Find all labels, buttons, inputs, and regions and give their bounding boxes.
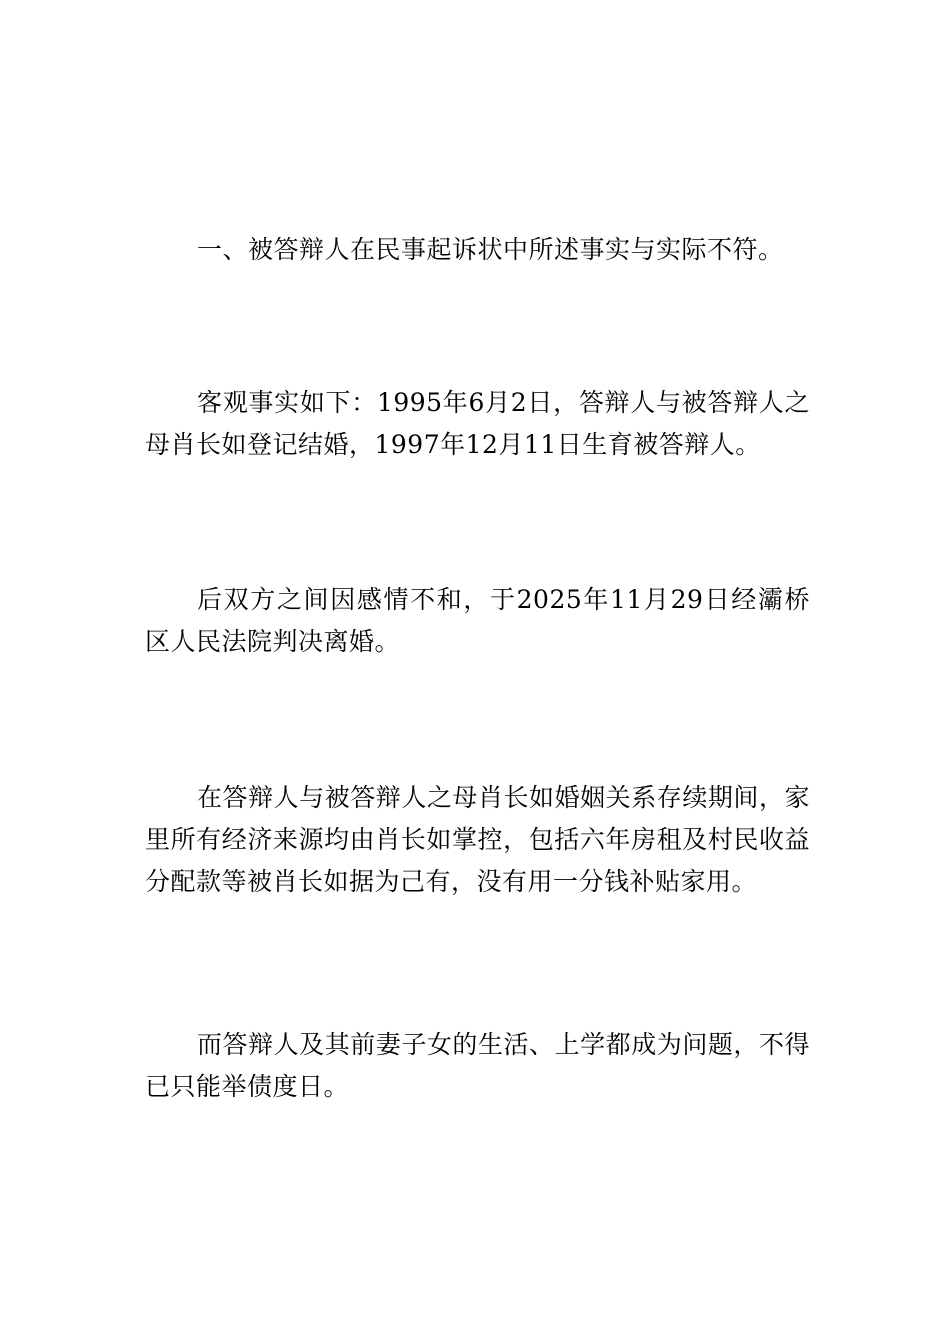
paragraph-2: 客观事实如下：1995年6月2日，答辩人与被答辩人之母肖长如登记结婚，1997年12月11日生育被答辩人。 [145,388,810,459]
paragraph-4: 在答辩人与被答辩人之母肖长如婚姻关系存续期间，家里所有经济来源均由肖长如掌控，包括六年房租及村民收益分配款等被肖长如据为己有，没有用一分钱补贴家用。 [145,783,810,896]
paragraph-1: 一、被答辩人在民事起诉状中所述事实与实际不符。 [197,235,784,264]
paragraph-5: 而答辩人及其前妻子女的生活、上学都成为问题，不得已只能举债度日。 [145,1030,810,1101]
paragraph-3: 后双方之间因感情不和，于2025年11月29日经灞桥区人民法院判决离婚。 [145,585,810,656]
